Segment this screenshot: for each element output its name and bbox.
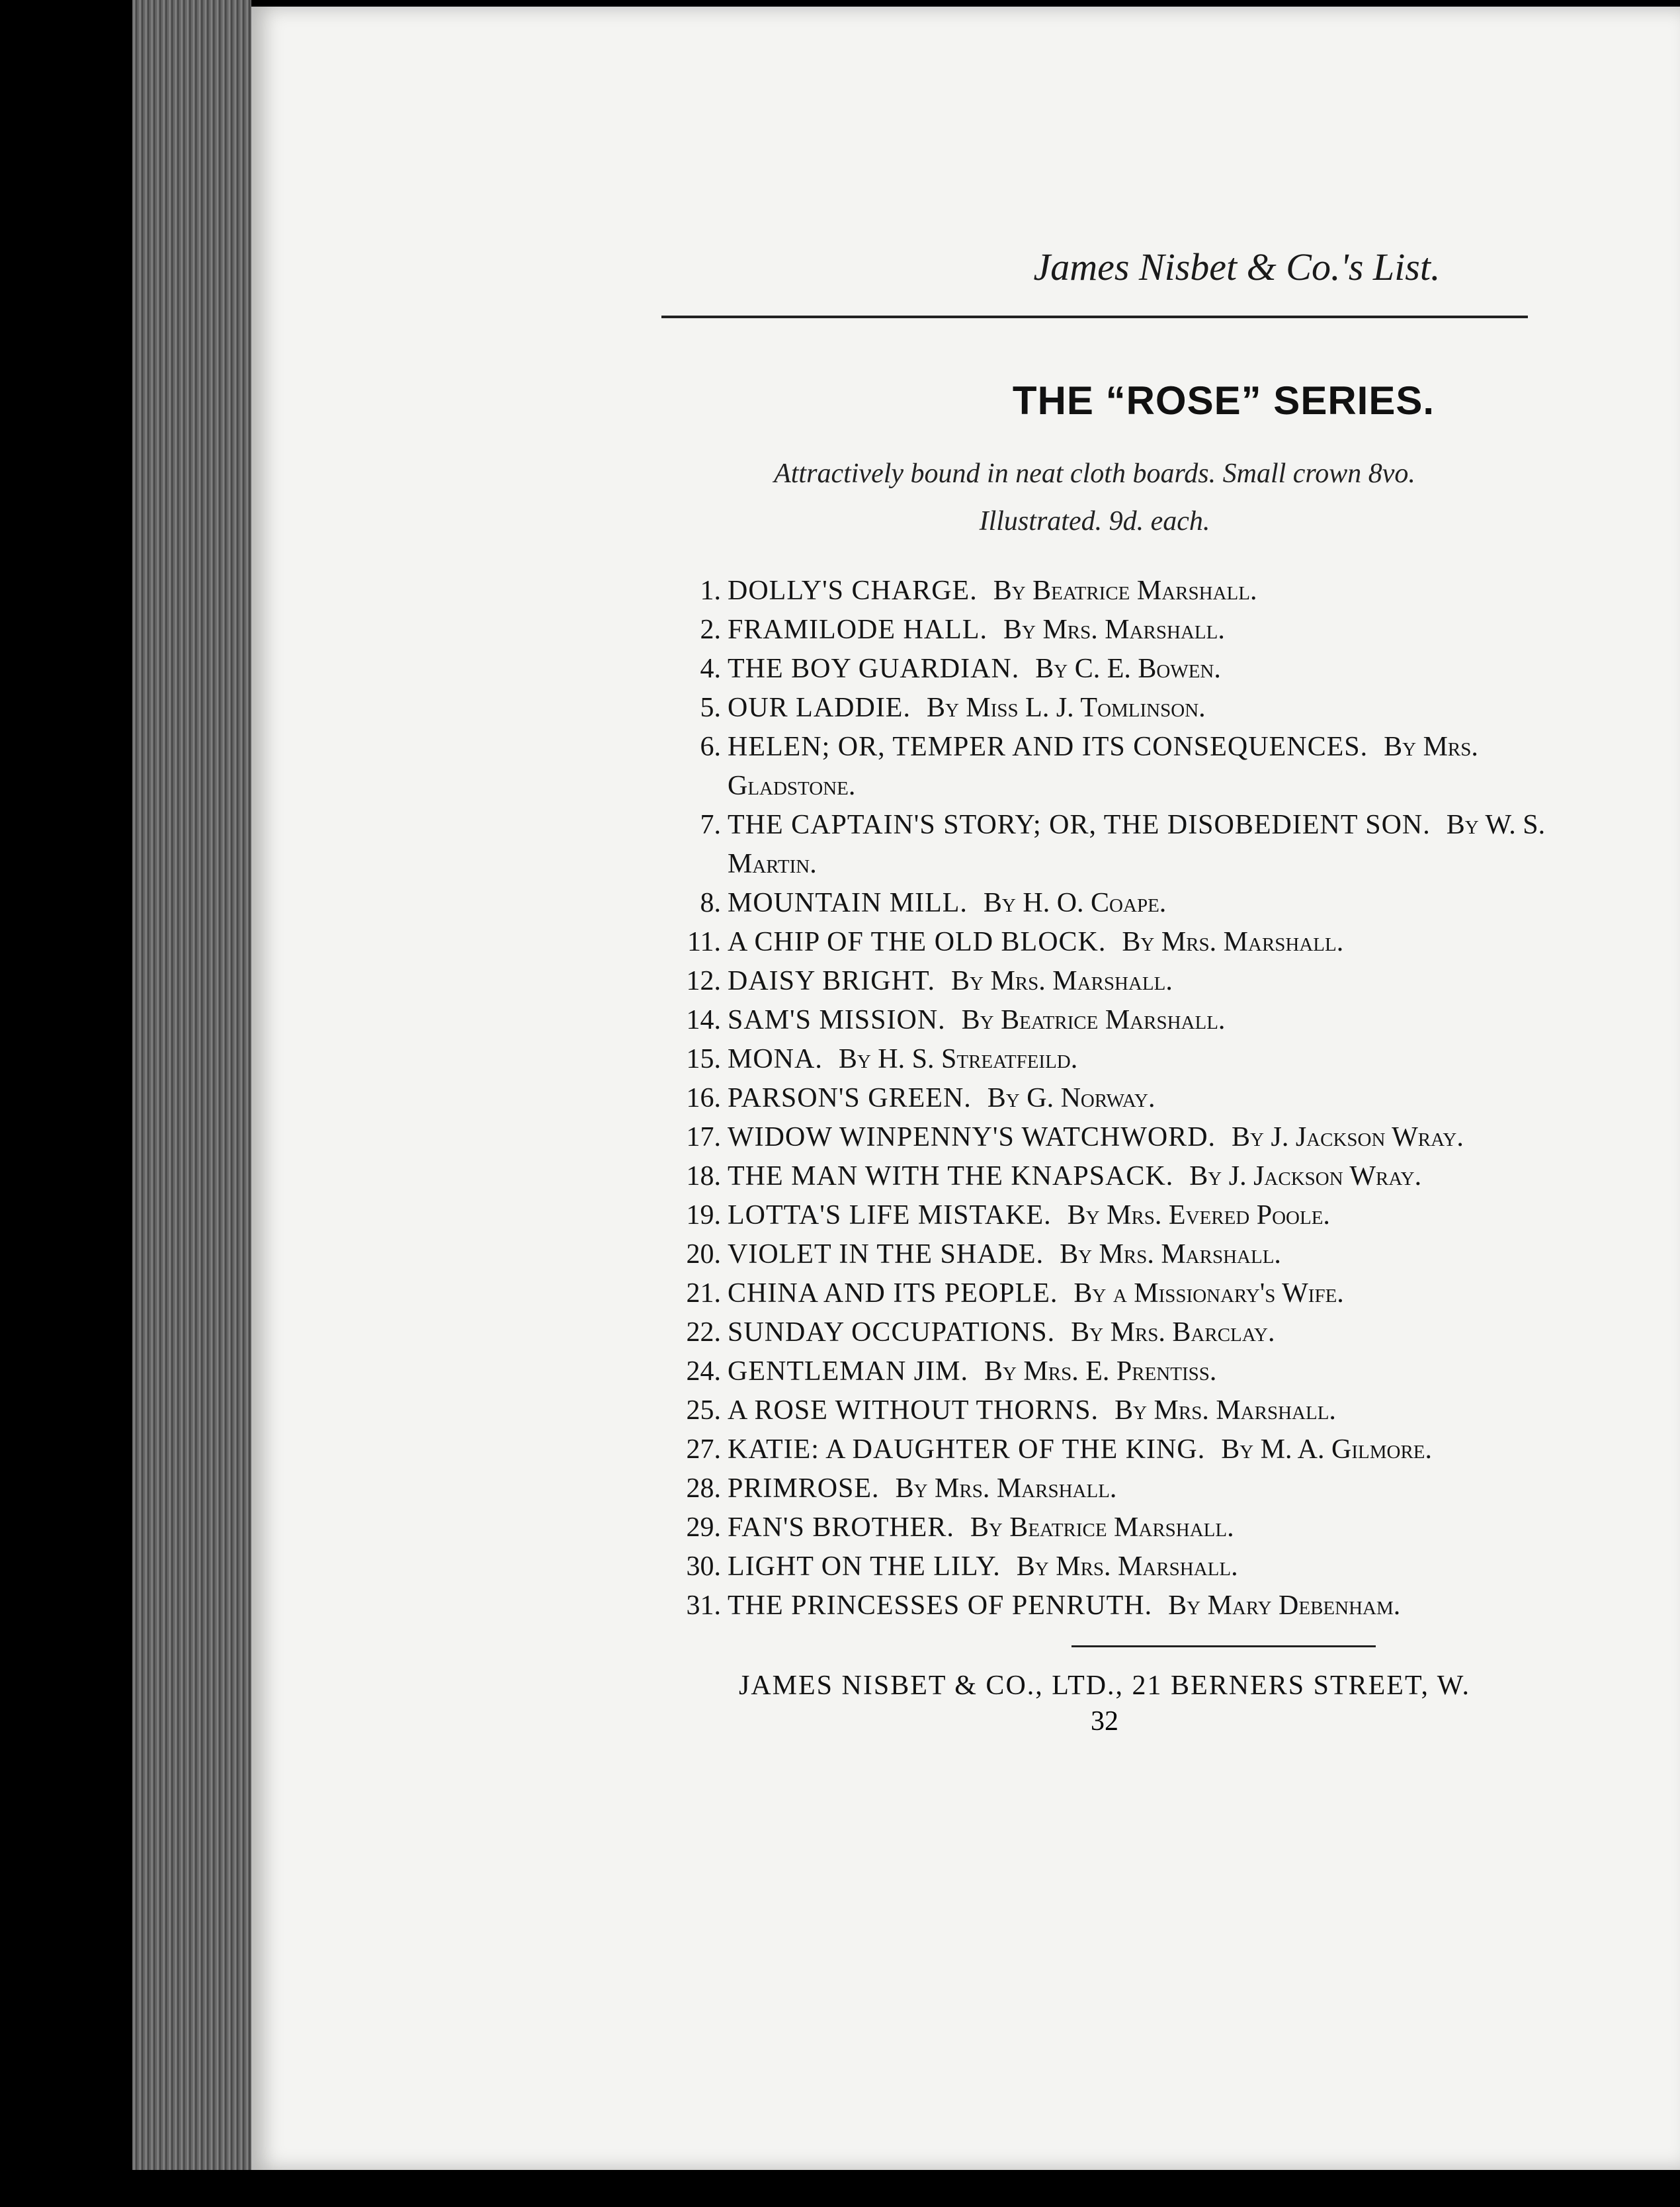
book-author: By Beatrice Marshall. (970, 1512, 1234, 1543)
book-author: By Mrs. Marshall. (895, 1473, 1117, 1504)
book-list-item (661, 572, 1548, 611)
book-number: 18. (686, 1161, 721, 1191)
book-list-item (661, 1235, 1548, 1274)
book-number: 15. (686, 1044, 721, 1074)
book-title: THE CAPTAIN'S STORY; OR, THE DISOBEDIENT SON. (728, 810, 1431, 840)
book-list-item (661, 611, 1548, 650)
book-title: THE MAN WITH THE KNAPSACK. (728, 1161, 1174, 1191)
book-list-item (661, 689, 1548, 728)
book-author: By Mrs. Marshall. (1016, 1551, 1238, 1582)
book-author: By Mary Debenham. (1168, 1590, 1401, 1621)
book-author: By Beatrice Marshall. (993, 576, 1257, 606)
book-list-item (661, 1118, 1548, 1157)
book-author: By G. Norway. (987, 1083, 1155, 1113)
book-title: MOUNTAIN MILL. (728, 888, 968, 918)
book-title: VIOLET IN THE SHADE. (728, 1239, 1044, 1270)
book-list-item (661, 1391, 1548, 1430)
book-title: FAN'S BROTHER. (728, 1512, 954, 1543)
book-title: THE PRINCESSES OF PENRUTH. (728, 1590, 1153, 1621)
book-author: By Beatrice Marshall. (961, 1005, 1226, 1035)
book-number: 16. (686, 1083, 721, 1113)
book-author: By Mrs. Evered Poole. (1067, 1200, 1330, 1231)
book-number: 21. (686, 1278, 721, 1309)
book-number: 1. (700, 576, 721, 606)
book-author: By C. E. Bowen. (1035, 654, 1221, 684)
book-author: By J. Jackson Wray. (1189, 1161, 1422, 1191)
book-number: 11. (687, 927, 721, 957)
book-list (661, 572, 1548, 1625)
book-author: By Mrs. E. Prentiss. (984, 1356, 1217, 1387)
book-number: 20. (686, 1239, 721, 1270)
book-list-item (661, 806, 1548, 884)
book-list-item (661, 1196, 1548, 1235)
book-number: 17. (686, 1122, 721, 1152)
book-author: By Mrs. Marshall. (1060, 1239, 1281, 1270)
book-list-item (661, 1040, 1548, 1079)
book-title: WIDOW WINPENNY'S WATCHWORD. (728, 1122, 1216, 1152)
book-author: By Mrs. Marshall. (1114, 1395, 1336, 1426)
book-number: 27. (686, 1434, 721, 1465)
series-title: THE “ROSE” SERIES. (1012, 378, 1435, 423)
book-page (251, 7, 1680, 2170)
book-title: GENTLEMAN JIM. (728, 1356, 968, 1387)
page-number: 32 (1091, 1706, 1118, 1737)
book-author: By M. A. Gilmore. (1221, 1434, 1433, 1465)
book-title: LIGHT ON THE LILY. (728, 1551, 1001, 1582)
publisher-imprint: JAMES NISBET & CO., LTD., 21 BERNERS STREET, W. (738, 1670, 1471, 1701)
book-title: CHINA AND ITS PEOPLE. (728, 1278, 1058, 1309)
book-title: SUNDAY OCCUPATIONS. (728, 1317, 1056, 1348)
book-author: By Mrs. Barclay. (1071, 1317, 1275, 1348)
book-author: By J. Jackson Wray. (1232, 1122, 1464, 1152)
book-author: By W. S. Martin. (728, 810, 1546, 879)
book-number: 8. (700, 888, 721, 918)
book-author: By Mrs. Marshall. (1122, 927, 1344, 957)
book-title: DAISY BRIGHT. (728, 966, 935, 996)
book-number: 7. (700, 810, 721, 840)
book-number: 31. (686, 1590, 721, 1621)
book-list-item (661, 1313, 1548, 1352)
book-number: 29. (686, 1512, 721, 1543)
book-author: By Mrs. Marshall. (1003, 615, 1225, 645)
book-number: 24. (686, 1356, 721, 1387)
series-subtitle (661, 450, 1528, 545)
book-list-item (661, 1352, 1548, 1391)
book-author: By H. O. Coape. (983, 888, 1167, 918)
book-list-item (661, 1079, 1548, 1118)
header-rule (661, 316, 1528, 318)
book-title: DOLLY'S CHARGE. (728, 576, 978, 606)
book-title: KATIE: A DAUGHTER OF THE KING. (728, 1434, 1206, 1465)
book-number: 22. (686, 1317, 721, 1348)
footer-rule (1071, 1645, 1376, 1647)
book-number: 6. (700, 732, 721, 762)
book-list-item (661, 923, 1548, 962)
book-author: By Mrs. Marshall. (951, 966, 1173, 996)
book-title: MONA. (728, 1044, 823, 1074)
book-list-item (661, 1157, 1548, 1196)
book-title: PRIMROSE. (728, 1473, 880, 1504)
book-list-item (661, 1274, 1548, 1313)
subtitle-line: Illustrated. 9d. each. (979, 506, 1210, 537)
book-list-item (661, 1586, 1548, 1625)
subtitle-line: Attractively bound in neat cloth boards. Small crown 8vo. (774, 458, 1415, 489)
book-list-item (661, 884, 1548, 923)
book-title: A CHIP OF THE OLD BLOCK. (728, 927, 1107, 957)
book-number: 14. (686, 1005, 721, 1035)
book-author: By H. S. Streatfeild. (838, 1044, 1078, 1074)
book-number: 2. (700, 615, 721, 645)
book-title: SAM'S MISSION. (728, 1005, 946, 1035)
book-list-item (661, 1547, 1548, 1586)
book-list-item (661, 1430, 1548, 1469)
book-author: By Miss L. J. Tomlinson. (926, 693, 1206, 723)
book-number: 4. (700, 654, 721, 684)
book-list-item (661, 728, 1548, 806)
book-page-edges (132, 0, 251, 2170)
book-number: 5. (700, 693, 721, 723)
book-number: 25. (686, 1395, 721, 1426)
book-title: FRAMILODE HALL. (728, 615, 987, 645)
book-title: THE BOY GUARDIAN. (728, 654, 1020, 684)
book-list-item (661, 1001, 1548, 1040)
book-title: OUR LADDIE. (728, 693, 911, 723)
running-head: James Nisbet & Co.'s List. (1033, 245, 1441, 288)
book-list-item (661, 962, 1548, 1001)
book-number: 19. (686, 1200, 721, 1231)
book-number: 12. (686, 966, 721, 996)
book-number: 28. (686, 1473, 721, 1504)
book-title: A ROSE WITHOUT THORNS. (728, 1395, 1099, 1426)
book-list-item (661, 1469, 1548, 1508)
book-title: PARSON'S GREEN. (728, 1083, 972, 1113)
book-author: By a Missionary's Wife. (1073, 1278, 1344, 1309)
book-title: LOTTA'S LIFE MISTAKE. (728, 1200, 1052, 1231)
book-list-item (661, 650, 1548, 689)
book-list-item (661, 1508, 1548, 1547)
book-number: 30. (686, 1551, 721, 1582)
book-title: HELEN; OR, TEMPER AND ITS CONSEQUENCES. (728, 732, 1368, 762)
book-author: By Mrs. Gladstone. (728, 732, 1478, 801)
page-content (661, 245, 1680, 1737)
